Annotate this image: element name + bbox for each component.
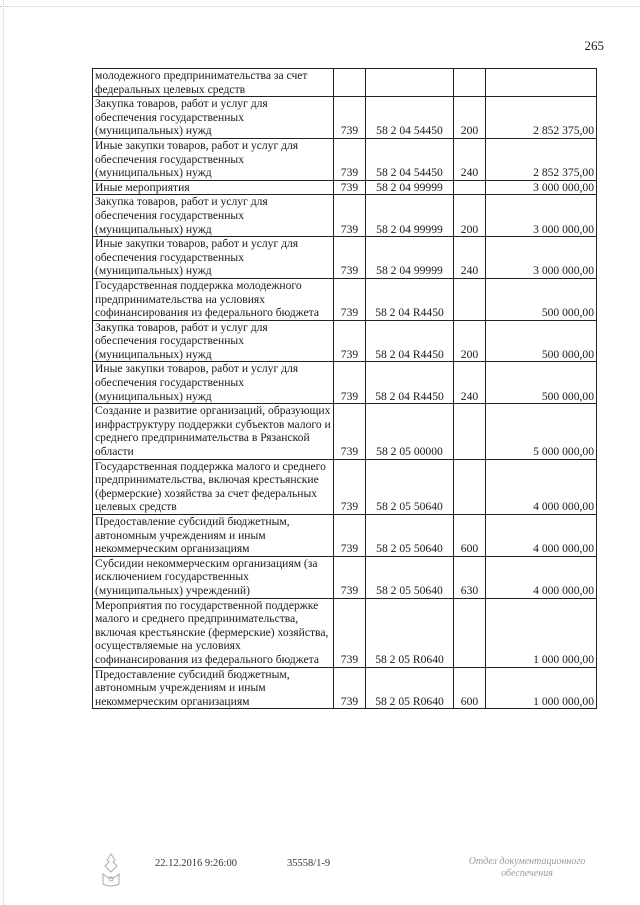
row-amount: 4 000 000,00 [486,459,597,514]
row-name: Государственная поддержка молодежного предпринимательства на условиях софинансирования из федерального бюджета [93,278,334,320]
row-amount: 3 000 000,00 [486,180,597,195]
table-row [93,667,597,709]
table-row [93,459,597,514]
row-amount: 2 852 375,00 [486,97,597,139]
row-target-article: 58 2 04 99999 [366,195,454,237]
row-amount: 1 000 000,00 [486,598,597,667]
row-amount: 5 000 000,00 [486,404,597,459]
row-amount: 500 000,00 [486,362,597,404]
row-name: Иные закупки товаров, работ и услуг для обеспечения государственных (муниципальных) нужд [93,237,334,279]
table-row [93,237,597,279]
stamp-organization: Отдел документационного обеспечения [468,856,586,879]
scan-edge-left [3,0,5,905]
table-row [93,598,597,667]
table-row [93,138,597,180]
row-amount: 500 000,00 [486,278,597,320]
row-target-article: 58 2 05 R0640 [366,667,454,709]
row-ved-code: 739 [334,138,366,180]
row-expense-type: 200 [454,97,486,139]
row-expense-type: 200 [454,195,486,237]
table-row [93,515,597,557]
row-expense-type: 240 [454,138,486,180]
row-ved-code: 739 [334,278,366,320]
page-footer [0,858,640,898]
row-name: Иные мероприятия [93,180,334,195]
row-expense-type: 600 [454,667,486,709]
table-row [93,97,597,139]
row-amount: 1 000 000,00 [486,667,597,709]
row-name: Иные закупки товаров, работ и услуг для обеспечения государственных (муниципальных) нужд [93,138,334,180]
row-name: Закупка товаров, работ и услуг для обеспечения государственных (муниципальных) нужд [93,320,334,362]
row-expense-type [454,278,486,320]
row-target-article: 58 2 05 00000 [366,404,454,459]
scan-edge-top [0,0,640,7]
table-row [93,278,597,320]
row-amount: 4 000 000,00 [486,515,597,557]
row-name: Мероприятия по государственной поддержке малого и среднего предпринимательства, включая крестьянские (фермерские) хозяйства, осуществляемые на условиях софинансирования из федерального бюджета [93,598,334,667]
row-target-article: 58 2 04 R4450 [366,362,454,404]
row-target-article: 58 2 04 99999 [366,180,454,195]
budget-table [92,68,597,709]
row-ved-code: 739 [334,97,366,139]
table-row [93,556,597,598]
row-ved-code: 739 [334,459,366,514]
row-target-article: 58 2 05 R0640 [366,598,454,667]
row-target-article: 58 2 04 R4450 [366,320,454,362]
row-amount: 3 000 000,00 [486,237,597,279]
row-expense-type: 600 [454,515,486,557]
row-ved-code: 739 [334,556,366,598]
row-ved-code: 739 [334,320,366,362]
row-target-article: 58 2 04 54450 [366,138,454,180]
table-row [93,195,597,237]
row-name: Государственная поддержка малого и среднего предпринимательства, включая крестьянские (фермерские) хозяйства за счет федеральных целевых средств [93,459,334,514]
row-expense-type [454,404,486,459]
row-target-article: 58 2 05 50640 [366,515,454,557]
row-ved-code: 739 [334,598,366,667]
row-name: Предоставление субсидий бюджетным, автономным учреждениям и иным некоммерческим организациям [93,515,334,557]
row-expense-type: 200 [454,320,486,362]
row-amount: 2 852 375,00 [486,138,597,180]
row-target-article [366,69,454,97]
row-name: Субсидии некоммерческим организациям (за исключением государственных (муниципальных) учреждений) [93,556,334,598]
row-expense-type [454,459,486,514]
row-name: Иные закупки товаров, работ и услуг для обеспечения государственных (муниципальных) нужд [93,362,334,404]
row-name: молодежного предпринимательства за счет федеральных целевых средств [93,69,334,97]
row-ved-code: 739 [334,195,366,237]
row-ved-code: 739 [334,404,366,459]
row-ved-code: 739 [334,180,366,195]
stamp-doc-number: 35558/1-9 [287,858,331,869]
table-row [93,320,597,362]
row-name: Закупка товаров, работ и услуг для обеспечения государственных (муниципальных) нужд [93,195,334,237]
row-ved-code: 739 [334,515,366,557]
row-target-article: 58 2 05 50640 [366,556,454,598]
row-target-article: 58 2 05 50640 [366,459,454,514]
row-ved-code [334,69,366,97]
row-name: Создание и развитие организаций, образующих инфраструктуру поддержки субъектов малого и среднего предпринимательства в Рязанской области [93,404,334,459]
row-amount: 3 000 000,00 [486,195,597,237]
row-expense-type [454,598,486,667]
row-amount: 500 000,00 [486,320,597,362]
table-row [93,180,597,195]
table-row [93,362,597,404]
row-target-article: 58 2 04 99999 [366,237,454,279]
stamp-date: 22.12.2016 9:26:00 [155,858,237,869]
row-name: Предоставление субсидий бюджетным, автономным учреждениям и иным некоммерческим организациям [93,667,334,709]
row-target-article: 58 2 04 54450 [366,97,454,139]
row-ved-code: 739 [334,237,366,279]
row-expense-type [454,69,486,97]
table-row [93,69,597,97]
row-amount [486,69,597,97]
table-row [93,404,597,459]
page-number: 265 [584,38,604,53]
row-expense-type [454,180,486,195]
row-expense-type: 240 [454,237,486,279]
row-expense-type: 240 [454,362,486,404]
row-ved-code: 739 [334,362,366,404]
row-expense-type: 630 [454,556,486,598]
coat-of-arms-icon [98,852,124,888]
row-name: Закупка товаров, работ и услуг для обеспечения государственных (муниципальных) нужд [93,97,334,139]
row-amount: 4 000 000,00 [486,556,597,598]
row-target-article: 58 2 04 R4450 [366,278,454,320]
row-ved-code: 739 [334,667,366,709]
